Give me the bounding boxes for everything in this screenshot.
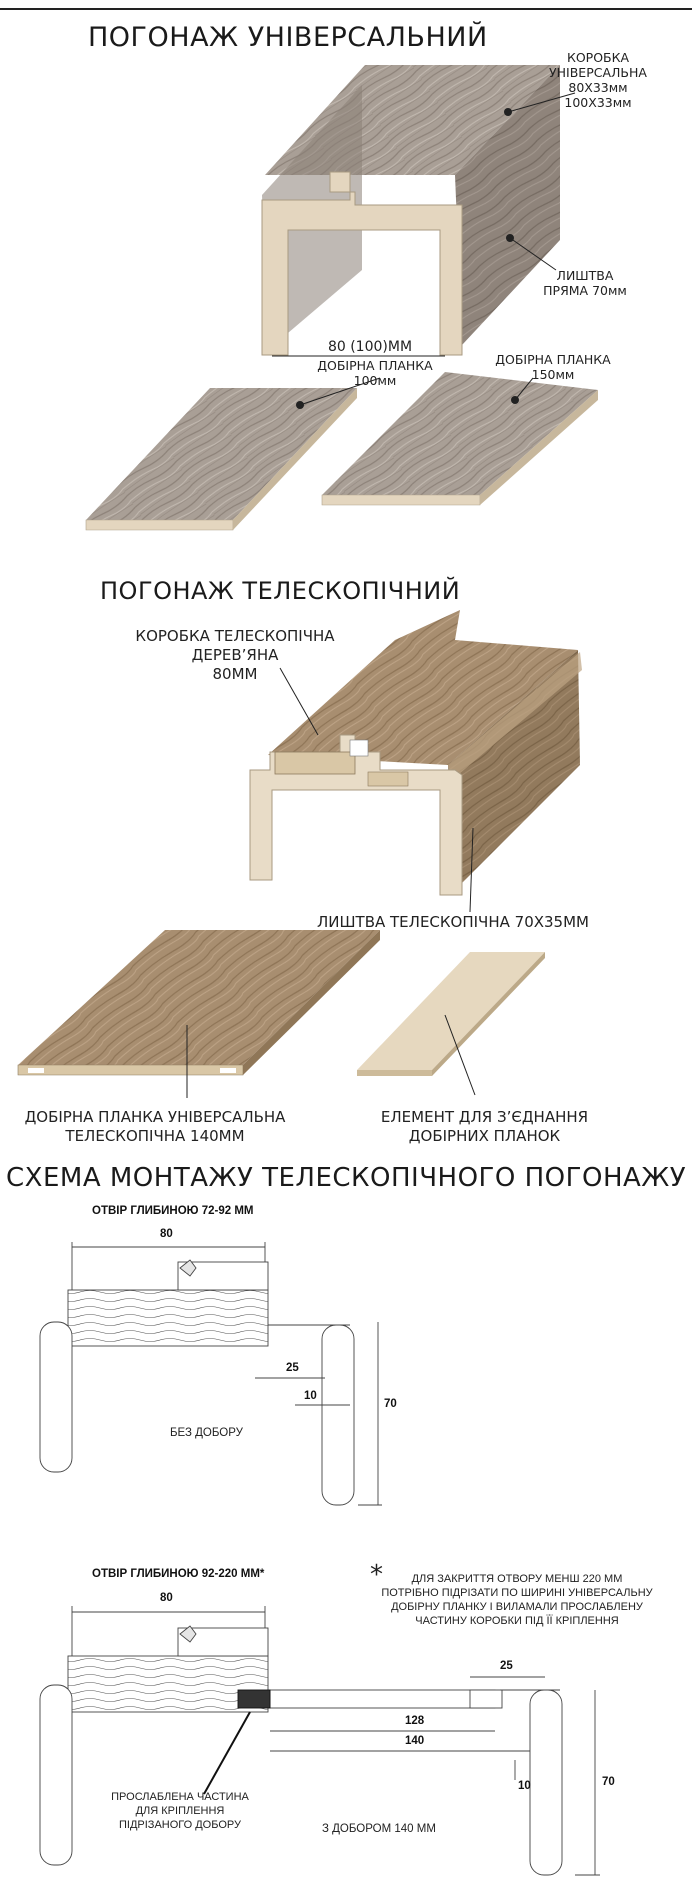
diagram2-dim-10: 10 — [518, 1780, 531, 1792]
diagram2-dim-70: 70 — [602, 1776, 615, 1788]
telescopic-extension-label: ДОБІРНА ПЛАНКА УНІВЕРСАЛЬНА ТЕЛЕСКОПІЧНА 140ММ — [24, 1108, 286, 1145]
connector-label: ЕЛЕМЕНТ ДЛЯ З’ЄДНАННЯ ДОБІРНИХ ПЛАНОК — [380, 1108, 589, 1145]
telescopic-box-label: КОРОБКА ТЕЛЕСКОПІЧНА ДЕРЕВ’ЯНА 80ММ — [135, 627, 335, 683]
extension-board-100 — [86, 388, 357, 530]
telescopic-casing-label: ЛИШТВА ТЕЛЕСКОПІЧНА 70Х35ММ — [317, 913, 589, 931]
diagram2-drawing — [40, 1606, 600, 1875]
leader-dot — [506, 234, 514, 242]
weak-part-leader — [204, 1712, 250, 1794]
leader-dot — [511, 396, 519, 404]
diagram2-dim-140: 140 — [405, 1735, 425, 1747]
leader-dot — [504, 108, 512, 116]
diagram1-dim-80: 80 — [160, 1228, 173, 1240]
diagram2-dim-25: 25 — [500, 1660, 513, 1672]
diagram2-dim-128: 128 — [405, 1715, 425, 1727]
diagram1-caption: БЕЗ ДОБОРУ — [170, 1427, 243, 1439]
diagram2-dim-80: 80 — [160, 1592, 173, 1604]
width-label: 80 (100)ММ — [327, 339, 413, 355]
telescopic-extension-board — [18, 930, 380, 1075]
diagram2-heading: ОТВІР ГЛИБИНОЮ 92-220 ММ* — [92, 1568, 265, 1580]
universal-box — [262, 65, 560, 355]
diagram2-note: ДЛЯ ЗАКРИТТЯ ОТВОРУ МЕНШ 220 ММ ПОТРІБНО ПІДРІЗАТИ ПО ШИРИНІ УНІВЕРСАЛЬНУ ДОБІРНУ ПЛАНКУ І ВИЛАМАЛИ ПРОСЛАБЛЕНУ ЧАСТИНУ КОРОБКИ ПІД ЇЇ КРІПЛЕННЯ — [381, 1573, 653, 1627]
asterisk-icon: * — [370, 1560, 383, 1590]
section1-title: ПОГОНАЖ УНІВЕРСАЛЬНИЙ — [88, 22, 488, 53]
extension-board-150 — [322, 372, 598, 505]
leader-dot — [296, 401, 304, 409]
diagram1-drawing — [40, 1242, 382, 1505]
diagram1-heading: ОТВІР ГЛИБИНОЮ 72-92 ММ — [92, 1205, 254, 1217]
casing-label: ЛИШТВА ПРЯМА 70мм — [543, 268, 627, 298]
universal-box-label: КОРОБКА УНІВЕРСАЛЬНА 80Х33мм 100Х33мм — [549, 50, 647, 110]
diagram1-dim-25: 25 — [286, 1362, 299, 1374]
diagram1-dim-70: 70 — [384, 1398, 397, 1410]
weak-part-label: ПРОСЛАБЛЕНА ЧАСТИНА ДЛЯ КРІПЛЕННЯ ПІДРІЗАНОГО ДОБОРУ — [111, 1791, 249, 1831]
extension150-label: ДОБІРНА ПЛАНКА 150мм — [495, 352, 611, 382]
diagram2-caption: З ДОБОРОМ 140 ММ — [322, 1823, 436, 1835]
section3-title: СХЕМА МОНТАЖУ ТЕЛЕСКОПІЧНОГО ПОГОНАЖУ — [6, 1163, 687, 1193]
diagram1-dim-10: 10 — [304, 1390, 317, 1402]
section2-title: ПОГОНАЖ ТЕЛЕСКОПІЧНИЙ — [100, 577, 461, 605]
connector-element — [357, 952, 545, 1076]
extension100-label: ДОБІРНА ПЛАНКА 100мм — [317, 358, 433, 388]
